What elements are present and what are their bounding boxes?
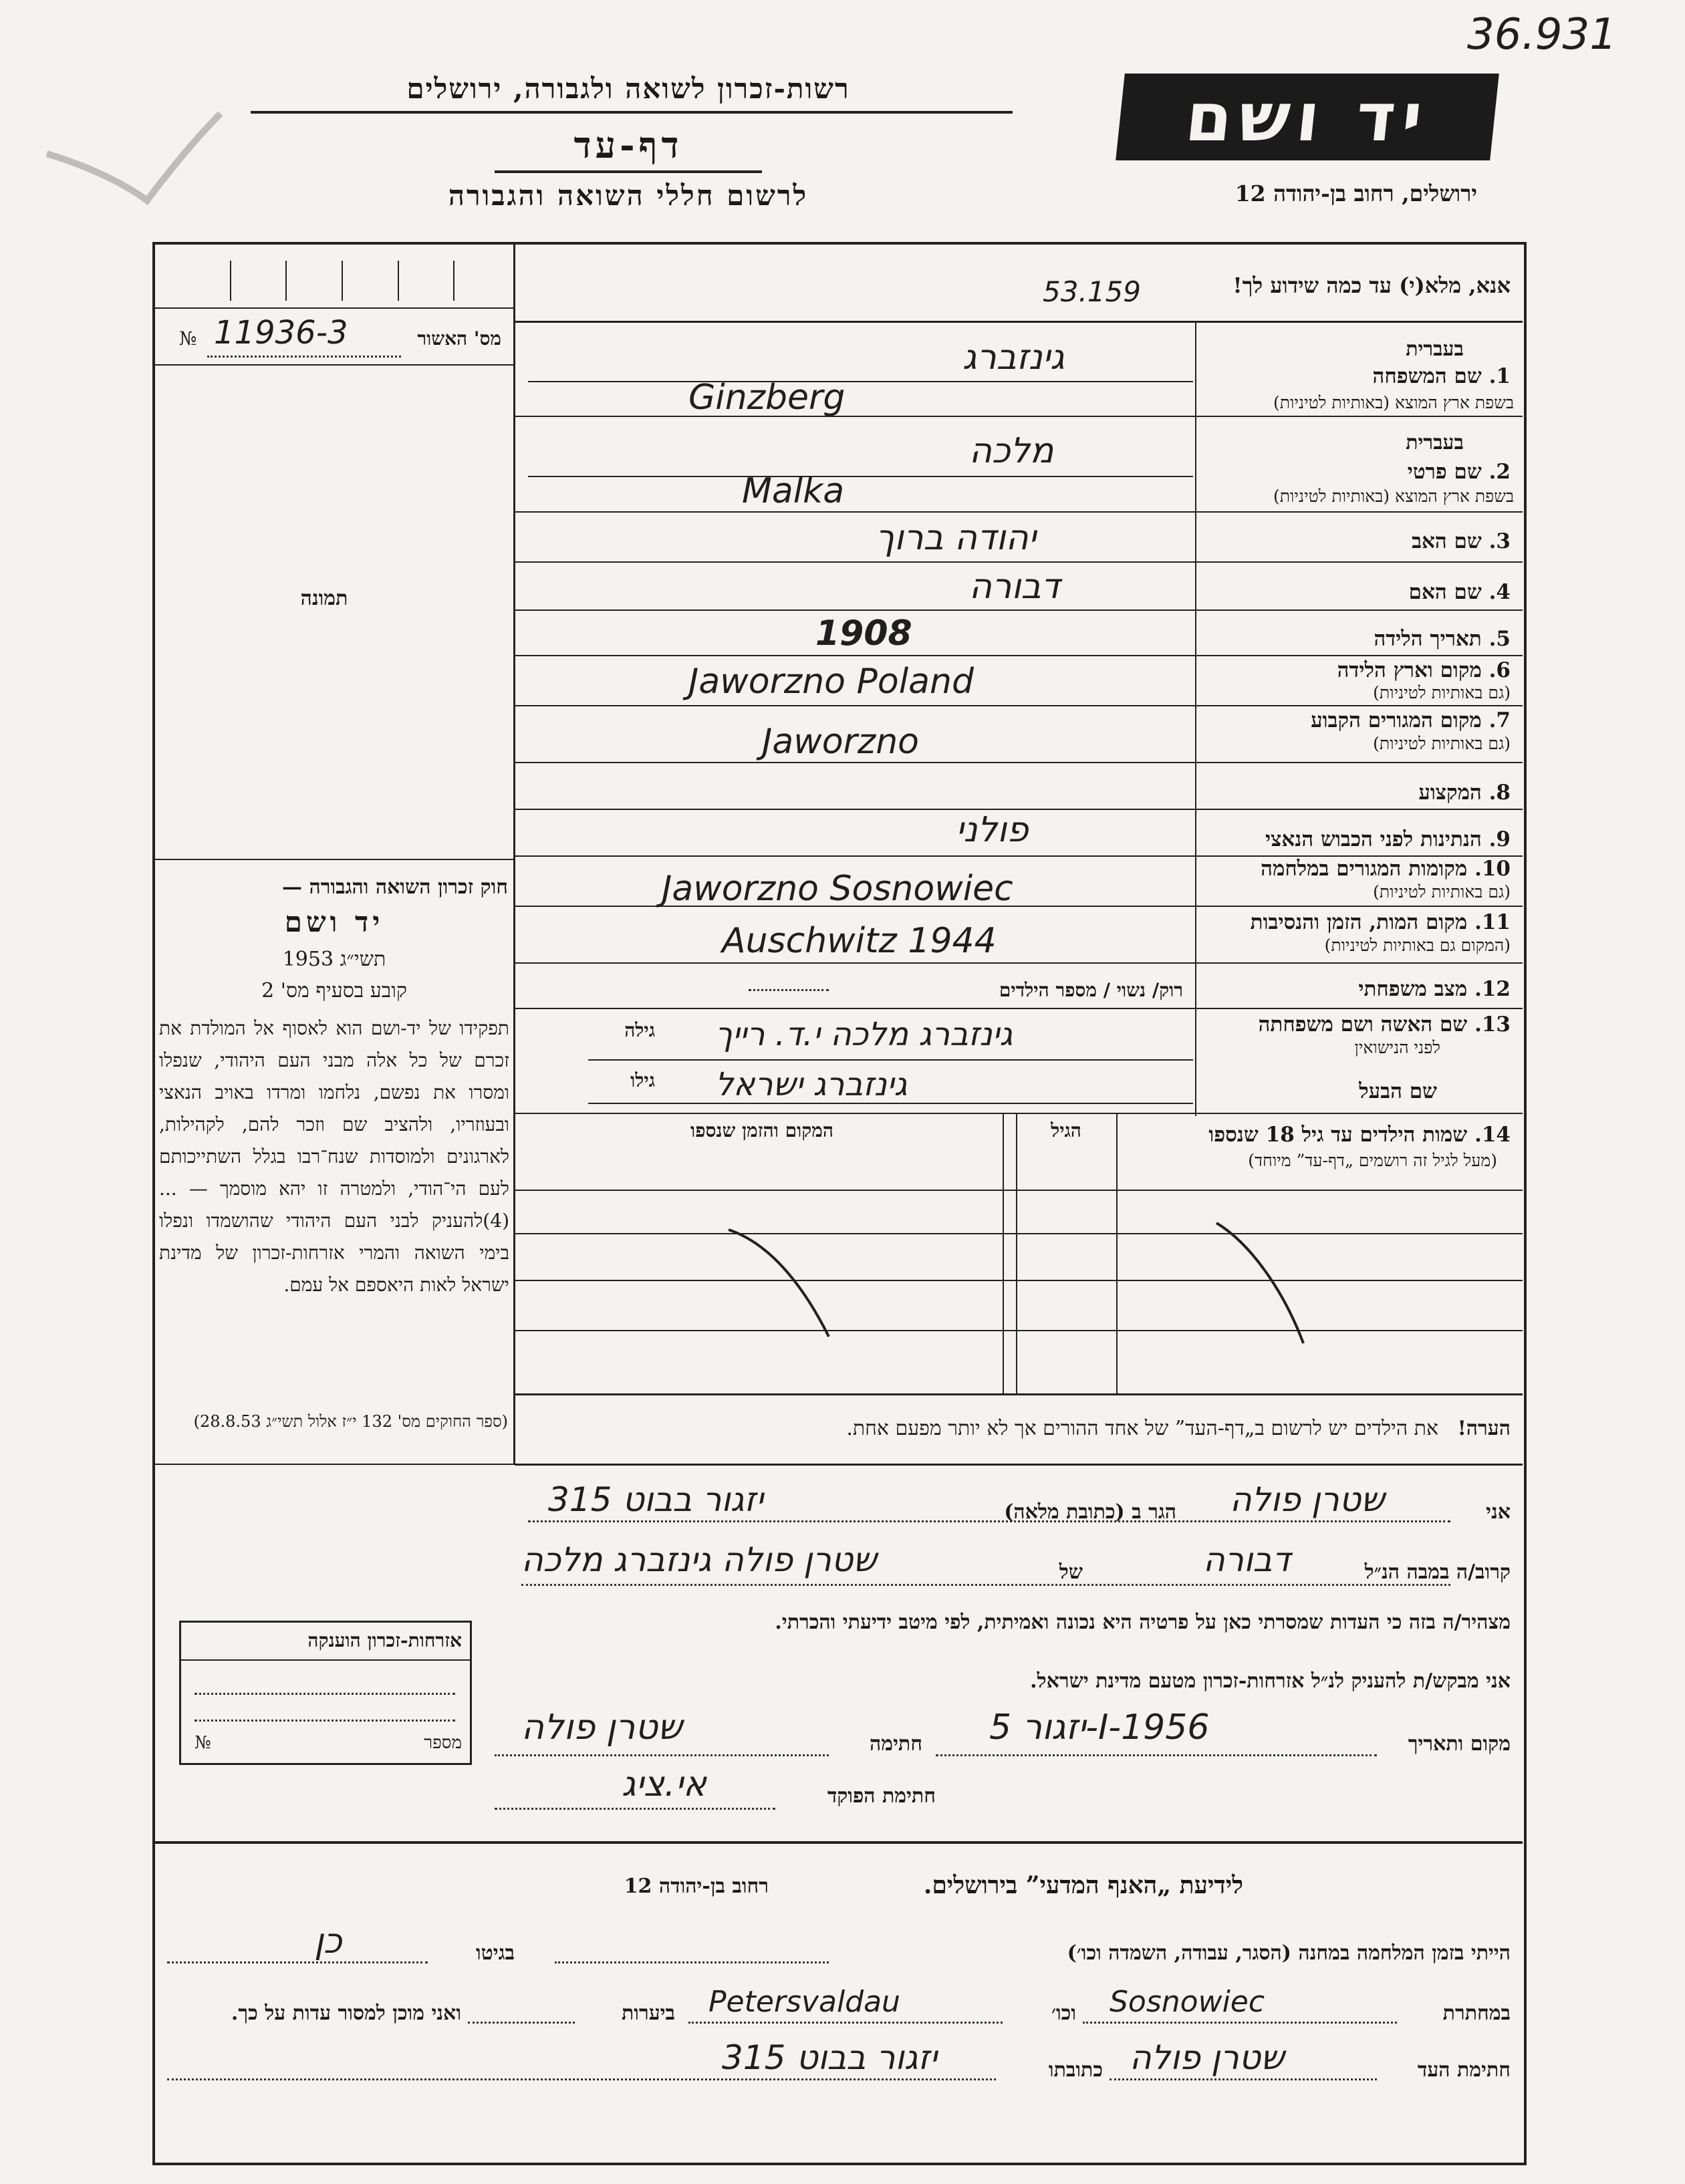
field-1-value-lat: Ginzberg bbox=[688, 378, 846, 418]
children-col-age: הגיל bbox=[1051, 1119, 1081, 1141]
field-12-label: 12. מצב משפחתי bbox=[1358, 977, 1511, 1001]
children-sub: (מעל לגיל זה רושמים „דף-עד” מיוחד) bbox=[1248, 1151, 1497, 1170]
decl-line-2 bbox=[521, 1584, 1450, 1586]
authority-underline bbox=[251, 111, 1013, 114]
row-12-bottom bbox=[515, 1008, 1523, 1009]
citizenship-number-sign: № bbox=[195, 1733, 211, 1753]
footer-witness-label: חתימת העד bbox=[1417, 2058, 1511, 2082]
field-11-value: Auschwitz 1944 bbox=[722, 921, 997, 961]
logo-text: יד ושם bbox=[1182, 78, 1433, 156]
field-2-sub: בשפת ארץ המוצא (באותיות לטיניות) bbox=[1273, 487, 1514, 506]
form-title-underline bbox=[495, 170, 762, 173]
label-divider bbox=[1195, 321, 1196, 1116]
field-2-label: 2. שם פרטי bbox=[1407, 460, 1511, 484]
decl-residing: הגר ב (כתובת מלאה) bbox=[1004, 1500, 1176, 1524]
decl-signature-label: חתימה bbox=[870, 1732, 922, 1756]
approval-sign: № bbox=[179, 327, 197, 350]
row-2-mid bbox=[528, 476, 1193, 477]
row-7-bottom bbox=[515, 762, 1523, 763]
field-11-label: 11. מקום המות, הזמן והנסיבות bbox=[1250, 910, 1511, 934]
decl-statement: מצהיר/ה בזה כי העדות שמסרתי כאן על פרטיה היא נכונה ואמיתית, לפי מיטב ידיעתי והכרתי. bbox=[775, 1611, 1511, 1634]
field-2-lang-heb: בעברית bbox=[1406, 431, 1464, 454]
field-1-sub: בשפת ארץ המוצא (באותיות לטיניות) bbox=[1273, 393, 1514, 412]
law-year: תשי״ג 1953 bbox=[282, 948, 386, 971]
footer-forests-label: ביערות bbox=[621, 2002, 675, 2025]
scan-check-mark bbox=[40, 100, 227, 207]
citizenship-title: אזרחות-זכרון הוענקה bbox=[307, 1629, 462, 1651]
field-7-label: 7. מקום המגורים הקבוע bbox=[1311, 708, 1511, 732]
law-text: תפקידו של יד-ושם הוא לאסוף אל המולדת את זכרם של כל אלה מבני העם היהודי, שנפלו ומסרו את נפשם, נלחמו ומרדו באויב הנאצי ובעוזריו, ולהציב שם וזכר להם, לקהילות, לארגונים ולמוסדות שנח־רבו בגלל השתייכותם לעם הי־הודי, ולמטרה זו יהא מוסמך — ...(4)להעניק לבני העם היהודי שהושמדו ונפלו בימי השואה והמרי אזרחות-זכרון של מדינת ישראל לאות היאספם אל עמם. bbox=[159, 1017, 509, 1296]
field-3-label: 3. שם האב bbox=[1412, 529, 1511, 553]
footer-and-label: וכו׳ bbox=[1051, 2002, 1076, 2025]
field-11-sub: (המקום גם באותיות לטיניות) bbox=[1324, 936, 1511, 955]
row-11-bottom bbox=[515, 962, 1523, 964]
children-col-place: המקום והזמן שנספו bbox=[690, 1119, 833, 1141]
field-1-value-heb: גינזברג bbox=[962, 337, 1065, 378]
citizenship-number-label: מספר bbox=[424, 1733, 462, 1753]
field-8-label: 8. המקצוע bbox=[1418, 781, 1511, 805]
row-husband-bottom bbox=[515, 1113, 1523, 1114]
citizenship-title-line bbox=[181, 1659, 470, 1661]
row-2-bottom bbox=[515, 511, 1523, 513]
field-12-dots bbox=[749, 989, 829, 991]
decl-signature: שטרן פולה bbox=[521, 1708, 682, 1748]
approval-boxes bbox=[175, 261, 509, 301]
law-name: יד ושם bbox=[284, 906, 384, 938]
footer-line2-dots-2 bbox=[688, 2022, 1003, 2024]
decl-of: של bbox=[1059, 1560, 1083, 1584]
footer-place: Sosnowiec bbox=[1110, 1985, 1265, 2019]
citizenship-box bbox=[179, 1621, 472, 1765]
decl-line-3 bbox=[936, 1754, 1377, 1756]
approval-dots bbox=[207, 356, 401, 358]
footer-line2-dots-3 bbox=[468, 2022, 575, 2024]
field-10-sub: (גם באותיות לטיניות) bbox=[1373, 882, 1511, 902]
footer-ghetto-label: בגיטו bbox=[475, 1941, 515, 1965]
field-6-value: Jaworzno Poland bbox=[688, 662, 974, 702]
row-1-mid bbox=[528, 381, 1193, 382]
authority-name: רשות-זכרון לשואה ולגבורה, ירושלים bbox=[406, 72, 850, 105]
children-strike-marks bbox=[515, 1190, 1523, 1390]
field-4-label: 4. שם האם bbox=[1408, 580, 1511, 604]
law-clause: קובע בסעיף מס' 2 bbox=[261, 979, 407, 1002]
field-10-value: Jaworzno Sosnowiec bbox=[662, 869, 1013, 909]
decl-place-date-label: מקום ותאריך bbox=[1408, 1732, 1511, 1756]
decl-of-name: שטרן פולה גינזברג מלכה bbox=[521, 1540, 877, 1579]
husband-line bbox=[588, 1103, 1193, 1104]
footer-ghetto-dots bbox=[167, 1961, 428, 1963]
field-9-label: 9. הנתינות לפני הכבוש הנאצי bbox=[1265, 827, 1511, 851]
field-6-label: 6. מקום וארץ הלידה bbox=[1337, 658, 1511, 682]
decl-line-4 bbox=[495, 1754, 829, 1756]
approval-number: 11936-3 bbox=[214, 314, 348, 352]
footer-title: לידיעת „האנף המדעי” בירושלים. bbox=[923, 1871, 1243, 1899]
field-3-value: יהודה ברוך bbox=[876, 518, 1037, 558]
decl-line-1 bbox=[528, 1520, 1450, 1522]
yad-vashem-logo bbox=[1116, 74, 1499, 160]
law-title: חוק זכרון השואה והגבורה — bbox=[282, 875, 508, 899]
row-4-bottom bbox=[515, 609, 1523, 611]
field-7-value: Jaworzno bbox=[762, 722, 919, 762]
decl-relation: דבורה bbox=[1203, 1540, 1291, 1579]
declaration-bottom bbox=[152, 1841, 1523, 1844]
row-1-bottom bbox=[515, 416, 1523, 417]
husband-age-label: גילו bbox=[630, 1069, 655, 1091]
decl-line-5 bbox=[495, 1808, 775, 1810]
footer-addr-value: יזגור בבוט 315 bbox=[722, 2038, 938, 2077]
field-13-label: 13. שם האשה ושם משפחתה bbox=[1258, 1012, 1511, 1037]
children-label: 14. שמות הילדים עד גיל 18 שנספו bbox=[1208, 1123, 1511, 1147]
footer-line1-dots bbox=[555, 1961, 829, 1963]
footer-line3-dots-2 bbox=[167, 2078, 996, 2080]
form-subtitle: לרשום חללי השואה והגבורה bbox=[448, 179, 809, 212]
citizenship-dots-1 bbox=[195, 1693, 455, 1695]
footer-forest-value: Petersvaldau bbox=[708, 1985, 900, 2019]
decl-officer-label: חתימת הפוקד bbox=[827, 1784, 936, 1808]
footer-line1-label: הייתי בזמן המלחמה במחנה (הסגר, עבודה, השמדה וכו׳) bbox=[1067, 1941, 1511, 1965]
field-2-value-heb: מלכה bbox=[969, 431, 1054, 471]
request-label: אנא, מלא(י) עד כמה שידוע לך! bbox=[1233, 273, 1511, 298]
decl-request: אני מבקש/ת להעניק לנ״ל אזרחות-זכרון מטעם מדינת ישראל. bbox=[1030, 1669, 1511, 1693]
row-13-bottom bbox=[588, 1059, 1193, 1061]
field-2-value-lat: Malka bbox=[742, 471, 845, 511]
sidebar-bottom-line bbox=[154, 1464, 515, 1465]
field-1-label: 1. שם המשפחה bbox=[1372, 364, 1511, 388]
decl-ani: אני bbox=[1486, 1500, 1511, 1524]
form-title: דף-עד bbox=[573, 124, 683, 166]
request-line-bottom bbox=[515, 321, 1523, 323]
approval-label: מס' האשור bbox=[417, 327, 501, 350]
request-number: 53.159 bbox=[1043, 275, 1141, 308]
field-13-value: גינזברג מלכה י.ד. רייך bbox=[715, 1016, 1013, 1053]
approval-top-line bbox=[154, 307, 515, 309]
footer-ghetto-value: כן bbox=[314, 1921, 342, 1961]
footer-line3-dots-1 bbox=[1110, 2078, 1377, 2080]
decl-name: שטרן פולה bbox=[1230, 1480, 1385, 1519]
husband-label: שם הבעל bbox=[1359, 1079, 1437, 1103]
archive-number: 36.931 bbox=[1467, 10, 1617, 59]
decl-place-date: יזגור 5-I-1956 bbox=[989, 1708, 1210, 1748]
footer-line2-dots-1 bbox=[1083, 2022, 1397, 2024]
husband-value: גינזברג ישראל bbox=[715, 1066, 908, 1103]
note-bottom bbox=[515, 1464, 1523, 1466]
field-12-value: רוק/ נשוי / מספר הילדים bbox=[999, 979, 1183, 1001]
decl-officer-sig: אי.ציג bbox=[622, 1764, 706, 1804]
field-7-sub: (גם באותיות לטיניות) bbox=[1373, 734, 1511, 753]
field-6-sub: (גם באותיות לטיניות) bbox=[1373, 683, 1511, 702]
approval-bottom-line bbox=[154, 364, 515, 366]
footer-address: רחוב בן-יהודה 12 bbox=[624, 1875, 769, 1898]
field-13-sub: לפני הנישואין bbox=[1354, 1038, 1440, 1057]
row-5-bottom bbox=[515, 655, 1523, 656]
citizenship-dots-2 bbox=[195, 1720, 455, 1722]
row-6-bottom bbox=[515, 705, 1523, 706]
row-3-bottom bbox=[515, 561, 1523, 563]
photo-bottom-line bbox=[154, 859, 515, 860]
field-9-value: פולני bbox=[956, 810, 1029, 850]
decl-relative: קרוב/ה במבה הנ״ל bbox=[1364, 1560, 1511, 1584]
footer-addr-label: כתובתו bbox=[1048, 2058, 1103, 2082]
address: ירושלים, רחוב בן-יהודה 12 bbox=[1235, 180, 1477, 207]
photo-label: תמונה bbox=[300, 587, 348, 610]
field-5-value: 1908 bbox=[815, 613, 912, 654]
footer-partisans-label: במחתרת bbox=[1442, 2002, 1511, 2025]
note: הערה! את הילדים יש לרשום ב„דף-העד” של אחד ההורים אך לא יותר מפעם אחת. bbox=[846, 1417, 1511, 1440]
decl-address: יזגור בבוט 315 bbox=[548, 1480, 764, 1519]
field-10-label: 10. מקומות המגורים במלחמה bbox=[1261, 857, 1511, 881]
children-row-5 bbox=[515, 1393, 1523, 1395]
field-4-value: דבורה bbox=[969, 567, 1060, 607]
law-source: (ספר החוקים מס' 132 י״ז אלול תשי״ג 28.8.53) bbox=[193, 1412, 508, 1431]
field-1-lang-heb: בעברית bbox=[1406, 337, 1464, 361]
footer-ready: ואני מוכן למסור עדות על כך. bbox=[231, 2002, 461, 2025]
footer-witness-sig: שטרן פולה bbox=[1130, 2038, 1285, 2077]
field-5-label: 5. תאריך הלידה bbox=[1374, 627, 1511, 651]
field-13-age-label: גילה bbox=[624, 1019, 655, 1041]
